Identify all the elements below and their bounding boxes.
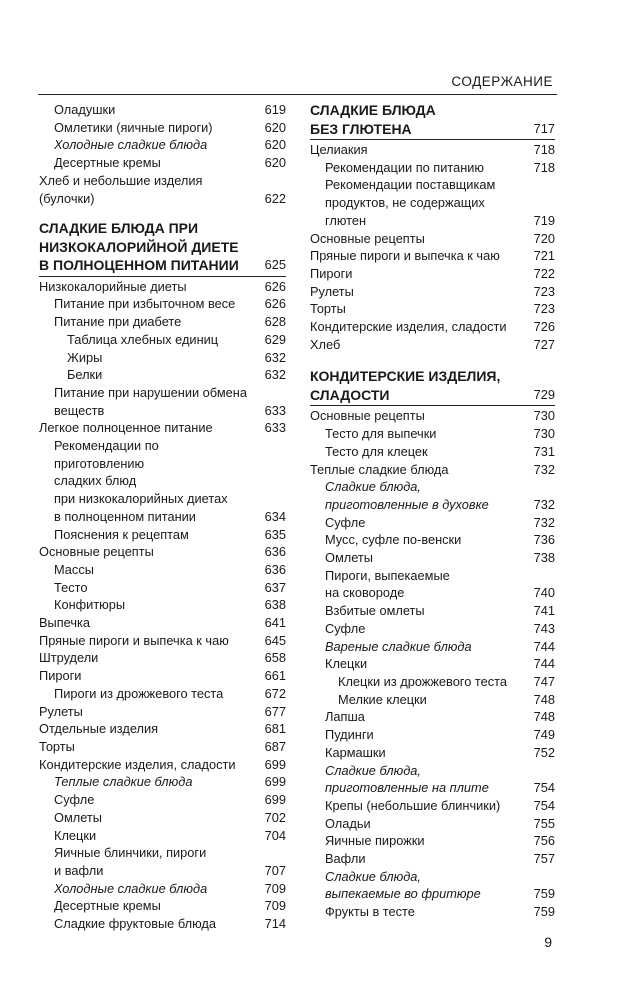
toc-entry [310,212,555,230]
toc-entry [39,526,286,544]
toc-entry-title: Торты [39,739,75,754]
toc-entry-title: Рекомендации по питанию [325,159,485,175]
toc-entry-title: Теплые сладкие блюда [310,461,449,477]
toc-entry [39,703,286,721]
toc-entry [39,508,286,526]
toc-entry-page: 620 [264,137,286,153]
toc-entry-page: 636 [264,544,286,560]
toc-entry-title: Фрукты в тесте [325,904,415,920]
toc-entry [39,632,286,650]
toc-entry [310,283,555,301]
toc-entry [310,549,555,567]
toc-section-heading [310,101,555,120]
toc-entry-title: приготовленные в духовке [325,496,489,512]
toc-entry-page: 620 [264,155,286,171]
toc-entry-title: Тесто для клецек [325,443,428,459]
toc-entry-title: продуктов, не содержащих [325,195,485,211]
toc-entry-page: 748 [533,691,555,707]
toc-entry-title: при низкокалорийных диетах [54,491,228,507]
toc-entry-title: Массы [54,561,94,577]
toc-entry-title: Омлетики (яичные пироги) [54,119,213,135]
toc-entry-title: Пояснения к рецептам [54,526,189,542]
toc-entry [310,655,555,673]
toc-entry-title: глютен [325,212,367,228]
toc-entry [310,638,555,656]
toc-section-heading [39,219,286,238]
toc-entry-page: 699 [264,756,286,772]
toc-entry [39,437,286,472]
toc-entry-title: Питание при диабете [54,314,182,330]
toc-entry-page: 677 [264,703,286,719]
toc-entry [310,514,555,532]
toc-entry-page: 730 [533,426,555,442]
toc-entry [39,154,286,172]
toc-entry-title: Рулеты [39,703,83,719]
toc-entry [310,531,555,549]
section-rule [310,139,555,140]
toc-entry [310,850,555,868]
toc-entry [310,194,555,212]
toc-entry [39,809,286,827]
toc-entry [310,567,555,585]
toc-entry-page: 752 [533,744,555,760]
toc-entry-title: Холодные сладкие блюда [54,137,208,153]
toc-entry [39,844,286,862]
toc-entry-page: 736 [533,532,555,548]
toc-entry-page: 720 [533,230,555,246]
toc-entry [310,620,555,638]
toc-entry-page: 699 [264,792,286,808]
toc-entry [310,584,555,602]
toc-entry-page: 636 [264,561,286,577]
toc-entry [310,159,555,177]
toc-entry-page: 755 [533,815,555,831]
toc-entry-title: Крепы (небольшие блинчики) [325,797,501,813]
toc-entry-page: 638 [264,597,286,613]
toc-entry-title: КОНДИТЕРСКИЕ ИЗДЕЛИЯ, [310,368,501,385]
toc-entry-page: 759 [533,886,555,902]
toc-entry-title: Яичные блинчики, пироги [54,845,207,861]
toc-entry [310,443,555,461]
toc-entry-page: 702 [264,809,286,825]
toc-entry-page: 714 [264,916,286,932]
toc-entry-title: Таблица хлебных единиц [67,331,219,347]
toc-entry [39,295,286,313]
toc-entry-title: Питание при избыточном весе [54,296,236,312]
toc-entry-page: 747 [533,673,555,689]
toc-entry-title: Клецки из дрожжевого теста [338,673,507,689]
toc-entry-title: НИЗКОКАЛОРИЙНОЙ ДИЕТЕ [39,238,239,255]
toc-entry-page: 629 [264,331,286,347]
toc-entry [310,797,555,815]
toc-entry-page: 672 [264,685,286,701]
toc-entry-page: 699 [264,774,286,790]
toc-entry-title: Пряные пироги и выпечка к чаю [310,248,500,264]
toc-entry [39,190,286,208]
toc-entry-title: Кармашки [325,744,386,760]
toc-entry-page: 718 [533,159,555,175]
toc-entry-title: на сковороде [325,585,405,601]
toc-entry-title: в полноценном питании [54,508,196,524]
toc-entry-title: Жиры [67,349,103,365]
toc-entry-title: и вафли [54,862,104,878]
toc-entry-page: 741 [533,603,555,619]
toc-entry-page: 729 [533,386,555,402]
toc-entry [310,318,555,336]
toc-entry [39,720,286,738]
toc-entry-title: Кондитерские изделия, сладости [39,756,236,772]
toc-section-heading [310,386,555,405]
toc-entry [310,903,555,921]
toc-entry-title: Суфле [325,620,366,636]
toc-entry [39,313,286,331]
toc-entry-page: 625 [264,257,286,273]
toc-entry [310,461,555,479]
toc-entry-page: 633 [264,402,286,418]
toc-entry-title: Омлеты [54,809,102,825]
toc-entry-page: 749 [533,727,555,743]
toc-column-left [39,101,286,933]
toc-entry-page: 718 [533,142,555,157]
toc-entry-page: 687 [264,739,286,754]
toc-entry-page: 635 [264,526,286,542]
toc-entry-title: Основные рецепты [39,544,154,560]
toc-entry [39,349,286,367]
toc-entry [39,862,286,880]
toc-entry [39,543,286,561]
toc-entry [310,230,555,248]
toc-entry [39,136,286,154]
toc-entry-title: Конфитюры [54,597,126,613]
toc-entry-title: Тесто для выпечки [325,426,437,442]
toc-entry-page: 717 [533,120,555,136]
toc-entry-title: Сладкие блюда, [325,479,421,495]
toc-entry-title: Штрудели [39,650,99,666]
toc-entry-title: Целиакия [310,142,368,157]
toc-entry-title: Рекомендации поставщикам [325,177,496,193]
toc-entry-page: 726 [533,319,555,335]
toc-entry [39,756,286,774]
toc-entry-page: 723 [533,283,555,299]
toc-entry-page: 707 [264,862,286,878]
toc-section-heading [39,256,286,275]
toc-entry-page: 622 [264,190,286,206]
toc-entry-page: 727 [533,336,555,352]
toc-entry-page: 634 [264,508,286,524]
toc-entry-title: Торты [310,301,346,317]
toc-entry-title: Основные рецепты [310,230,425,246]
toc-entry [39,596,286,614]
toc-entry-title: Суфле [54,792,95,808]
toc-entry [39,119,286,137]
toc-entry [310,708,555,726]
toc-entry-page: 704 [264,827,286,843]
toc-entry-page: 709 [264,898,286,914]
toc-entry [310,868,555,886]
toc-entry-page: 748 [533,709,555,725]
toc-entry-page: 757 [533,851,555,867]
toc-entry [39,827,286,845]
toc-entry [310,407,555,425]
toc-entry-page: 723 [533,301,555,317]
toc-entry [39,278,286,296]
toc-entry-title: Теплые сладкие блюда [54,774,193,790]
toc-entry [39,685,286,703]
toc-entry [39,773,286,791]
toc-entry-title: Сладкие фруктовые блюда [54,916,216,932]
toc-entry [310,265,555,283]
toc-entry-title: Хлеб и небольшие изделия [39,172,203,188]
toc-entry [310,425,555,443]
toc-entry-title: Яичные пирожки [325,833,425,849]
toc-entry-title: Тесто [54,579,88,595]
toc-entry [310,496,555,514]
toc-entry-title: Низкокалорийные диеты [39,278,187,294]
toc-section-heading [310,120,555,139]
toc-column-right [310,101,555,921]
toc-entry-title: СЛАДОСТИ [310,386,390,403]
toc-entry-title: Пироги [39,668,82,684]
toc-entry-title: Пироги [310,265,353,281]
toc-entry-title: (булочки) [39,190,95,206]
toc-entry-title: выпекаемые во фритюре [325,886,481,902]
toc-entry-page: 759 [533,904,555,920]
toc-entry-title: Легкое полноценное питание [39,420,213,436]
toc-entry-title: Омлеты [325,550,373,566]
toc-entry-page: 740 [533,585,555,601]
toc-entry [310,762,555,780]
toc-entry [39,472,286,490]
toc-entry [39,561,286,579]
toc-entry-page: 744 [533,638,555,654]
toc-entry-title: Хлеб [310,336,341,352]
toc-entry-page: 730 [533,408,555,424]
toc-entry [39,419,286,437]
toc-entry-page: 619 [264,102,286,117]
toc-entry-page: 722 [533,265,555,281]
toc-entry [310,141,555,159]
toc-entry-title: Пироги из дрожжевого теста [54,685,224,701]
toc-entry-title: Кондитерские изделия, сладости [310,319,507,335]
toc-entry-title: Десертные кремы [54,155,161,171]
toc-entry-title: СЛАДКИЕ БЛЮДА [310,102,436,118]
toc-entry [39,614,286,632]
toc-entry-title: Пироги, выпекаемые [325,567,450,583]
toc-entry-title: Сладкие блюда, [325,762,421,778]
toc-entry-title: Мусс, суфле по-венски [325,532,462,548]
toc-entry-page: 754 [533,780,555,796]
toc-entry [39,649,286,667]
toc-entry-title: Оладьи [325,815,371,831]
toc-entry-page: 719 [533,212,555,228]
toc-entry [310,726,555,744]
toc-entry-page: 645 [264,632,286,648]
toc-entry [39,791,286,809]
page-number: 9 [544,934,552,950]
toc-entry-page: 756 [533,833,555,849]
toc-entry [310,247,555,265]
toc-entry-title: Десертные кремы [54,898,161,914]
toc-entry [39,366,286,384]
toc-entry-page: 681 [264,721,286,737]
toc-entry [310,832,555,850]
toc-section-heading [39,238,286,257]
toc-entry [310,815,555,833]
toc-entry-title: СЛАДКИЕ БЛЮДА ПРИ [39,220,199,237]
toc-entry [310,478,555,496]
toc-entry [39,880,286,898]
toc-entry-title: Мелкие клецки [338,691,427,707]
toc-entry [39,915,286,933]
section-rule [310,405,555,406]
toc-entry-title: Сладкие блюда, [325,868,421,884]
toc-entry [39,738,286,756]
toc-entry-page: 743 [533,620,555,636]
toc-entry [39,402,286,420]
toc-entry [39,384,286,402]
toc-entry-title: Взбитые омлеты [325,603,425,619]
toc-entry [310,300,555,318]
toc-entry [310,779,555,797]
toc-entry-page: 754 [533,797,555,813]
toc-entry-page: 632 [264,349,286,365]
toc-entry-title: Рулеты [310,283,354,299]
toc-entry-title: веществ [54,402,105,418]
toc-entry-title: Вареные сладкие блюда [325,638,472,654]
toc-entry [310,744,555,762]
toc-entry-page: 744 [533,656,555,672]
toc-entry-page: 620 [264,119,286,135]
toc-entry-page: 637 [264,579,286,595]
section-rule [39,276,286,277]
running-header: СОДЕРЖАНИЕ [451,74,553,89]
toc-entry-page: 738 [533,550,555,566]
toc-entry-title: сладких блюд [54,473,137,489]
toc-entry-title: Лапша [325,709,365,725]
toc-entry-page: 732 [533,496,555,512]
toc-entry-title: Клецки [54,827,97,843]
toc-entry-page: 709 [264,880,286,896]
toc-entry [39,172,286,190]
toc-entry [39,667,286,685]
toc-entry [310,336,555,354]
toc-entry-page: 628 [264,314,286,330]
toc-entry-title: Рекомендации по приготовлению [54,438,159,471]
toc-entry-page: 658 [264,650,286,666]
toc-entry [39,897,286,915]
toc-entry-title: Холодные сладкие блюда [54,880,208,896]
toc-entry [39,579,286,597]
toc-entry-title: Питание при нарушении обмена [54,384,247,400]
toc-entry-title: Белки [67,367,103,383]
toc-entry-page: 626 [264,296,286,312]
toc-entry-page: 732 [533,461,555,477]
toc-entry [310,885,555,903]
toc-entry-page: 721 [533,248,555,264]
toc-entry [39,331,286,349]
toc-entry-title: Клецки [325,656,368,672]
toc-entry-page: 732 [533,514,555,530]
toc-entry-page: 661 [264,668,286,684]
toc-section-heading [310,367,555,386]
toc-entry-title: Суфле [325,514,366,530]
toc-entry-title: Пряные пироги и выпечка к чаю [39,632,229,648]
toc-entry-page: 641 [264,615,286,631]
toc-entry [39,490,286,508]
toc-entry-title: Основные рецепты [310,408,425,424]
toc-entry [39,101,286,119]
toc-entry [310,691,555,709]
toc-entry-title: приготовленные на плите [325,780,489,796]
toc-entry-page: 633 [264,420,286,436]
toc-entry-page: 731 [533,443,555,459]
toc-entry-title: БЕЗ ГЛЮТЕНА [310,120,412,137]
header-rule [38,94,557,95]
toc-entry [310,176,555,194]
toc-entry-title: Вафли [325,851,366,867]
toc-entry-title: Пудинги [325,727,374,743]
toc-entry-title: Оладушки [54,102,116,117]
toc-entry [310,602,555,620]
toc-entry-title: В ПОЛНОЦЕННОМ ПИТАНИИ [39,257,239,274]
toc-entry [310,673,555,691]
toc-entry-title: Отдельные изделия [39,721,159,737]
toc-entry-page: 626 [264,278,286,294]
toc-entry-page: 632 [264,367,286,383]
toc-entry-title: Выпечка [39,615,91,631]
